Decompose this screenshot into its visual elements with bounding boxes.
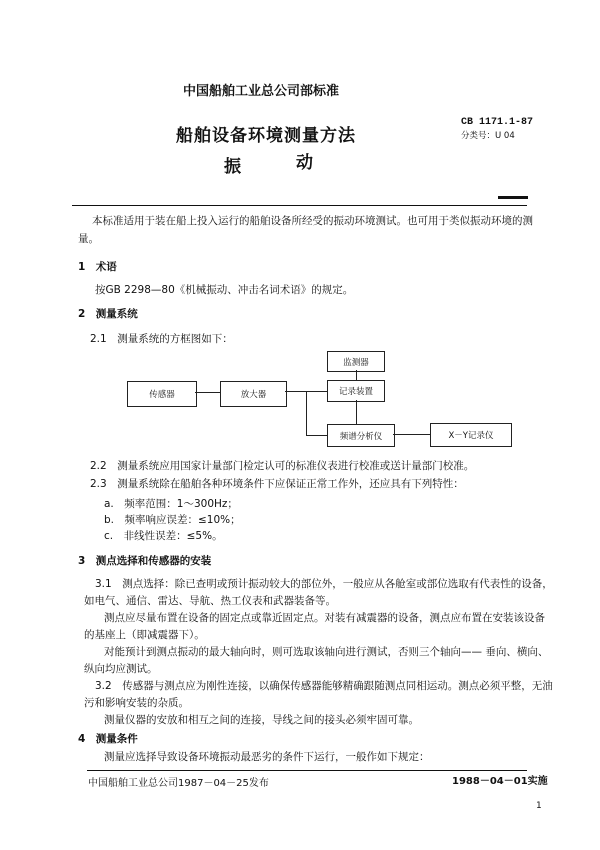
footer-rule <box>87 770 527 771</box>
intro-line-2: 量。 <box>78 233 99 245</box>
section-3-1-line-4: 的基座上（即减震器下）。 <box>84 629 205 641</box>
section-3-1-line-2: 如电气、通信、雷达、导航、热工仪表和武器装备等。 <box>84 595 336 607</box>
section-2-3: 2.3 测量系统除在船舶各种环境条件下应保证正常工作外，还应具有下列特性： <box>90 478 464 490</box>
effective-date: 1988－04－01实施 <box>452 776 548 787</box>
section-3-1-line-6: 纵向均应测试。 <box>84 663 158 675</box>
section-3-2-line-3: 测量仪器的安放和相互之间的连接，导线之间的接头必须牢固可靠。 <box>104 714 419 726</box>
section-2-1: 2.1 测量系统的方框图如下： <box>90 333 233 345</box>
sensor-box: 传感器 <box>127 381 197 407</box>
standard-code: CB 1171.1-87 <box>461 117 534 128</box>
section-2-2: 2.2 测量系统应用国家计量部门检定认可的标准仪表进行校准或送计量部门校准。 <box>90 460 475 472</box>
title-rule-accent <box>498 196 528 199</box>
connector-line <box>306 435 327 436</box>
connector-line <box>393 434 430 435</box>
title-word-2: 动 <box>296 153 314 173</box>
section-4-text: 测量应选择导致设备环境振动最恶劣的条件下运行，一般作如下规定： <box>104 751 430 763</box>
section-1-title: 1 术语 <box>78 261 117 273</box>
connector-line <box>306 391 307 436</box>
section-2-title: 2 测量系统 <box>78 308 138 320</box>
issued-date: 中国船舶工业总公司1987－04－25发布 <box>88 778 269 789</box>
recorder-box: 记录装置 <box>327 380 385 402</box>
xy-recorder-box: X－Y记录仪 <box>430 423 512 447</box>
connector-line <box>356 370 357 380</box>
classification-number: 分类号：U 04 <box>461 131 515 141</box>
org-standard-heading: 中国船舶工业总公司部标准 <box>183 84 340 99</box>
spec-c: c. 非线性误差：≤5%。 <box>104 530 223 542</box>
title-word-1: 振 <box>224 157 242 177</box>
document-title: 船舶设备环境测量方法 <box>176 126 356 146</box>
section-3-2-line-2: 污和影响安装的杂质。 <box>84 697 189 709</box>
monitor-box: 监测器 <box>327 351 385 372</box>
section-1-text: 按GB 2298—80《机械振动、冲击名词术语》的规定。 <box>95 284 354 296</box>
connector-line <box>195 392 220 393</box>
connector-line <box>356 400 357 424</box>
section-3-1-line-3: 测点应尽量布置在设备的固定点或靠近固定点。对装有减震器的设备，测点应布置在安装该设备 <box>104 612 545 624</box>
amplifier-box: 放大器 <box>220 381 287 407</box>
spec-a: a. 频率范围：1～300Hz； <box>104 498 238 510</box>
intro-line-1: 本标准适用于装在船上投入运行的船舶设备所经受的振动环境测试。也可用于类似振动环境的测 <box>92 215 533 227</box>
analyzer-box: 频谱分析仪 <box>327 424 395 447</box>
top-rule <box>72 205 527 206</box>
section-4-title: 4 测量条件 <box>78 733 138 745</box>
section-3-1-line-5: 对能预计到测点振动的最大轴向时，则可选取该轴向进行测试，否则三个轴向—— 垂向、横向、 <box>104 646 549 658</box>
page-number: 1 <box>536 801 542 811</box>
section-3-title: 3 测点选择和传感器的安装 <box>78 555 212 567</box>
section-3-2-line-1: 3.2 传感器与测点应为刚性连接，以确保传感器能够精确跟随测点同相运动。测点必须平整，无油 <box>95 680 553 692</box>
section-3-1-line-1: 3.1 测点选择：除已查明或预计振动较大的部位外，一般应从各舱室或部位选取有代表性的设备， <box>95 578 553 590</box>
spec-b: b. 频率响应误差：≤10%； <box>104 514 241 526</box>
